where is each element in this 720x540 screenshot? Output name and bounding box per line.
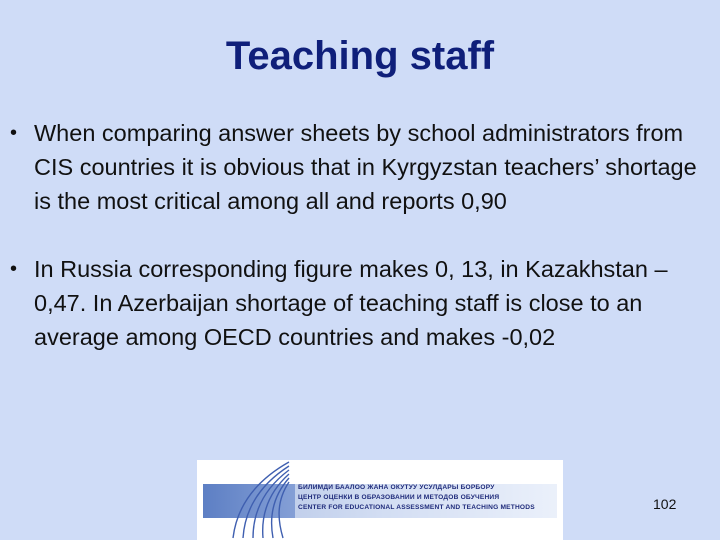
page-number: 102 (653, 496, 677, 512)
logo-text-russian: ЦЕНТР ОЦЕНКИ В ОБРАЗОВАНИИ И МЕТОДОВ ОБУЧЕНИЯ (298, 494, 500, 501)
bullet-item (10, 252, 710, 354)
bullet-dot-icon: • (10, 122, 18, 144)
organization-logo-banner (197, 460, 563, 540)
bullet-text: In Russia corresponding figure makes 0, 13, in Kazakhstan – 0,47. In Azerbaijan shortage of teaching staff is close to an average among OECD countries and makes -0,02 (34, 256, 668, 350)
logo-text-english: CENTER FOR EDUCATIONAL ASSESSMENT AND TEACHING METHODS (298, 504, 535, 511)
slide-title: Teaching staff (225, 34, 495, 78)
logo-text-kyrgyz: БИЛИМДИ БААЛОО ЖАНА ОКУТУУ УСУЛДАРЫ БОРБОРУ (298, 484, 495, 491)
bullet-dot-icon: • (10, 258, 18, 280)
bullet-list (10, 116, 710, 388)
bullet-item (10, 116, 710, 218)
bullet-text: When comparing answer sheets by school administrators from CIS countries it is obvious that in Kyrgyzstan teachers’ shortage is the most critical among all and reports 0,90 (34, 120, 697, 214)
